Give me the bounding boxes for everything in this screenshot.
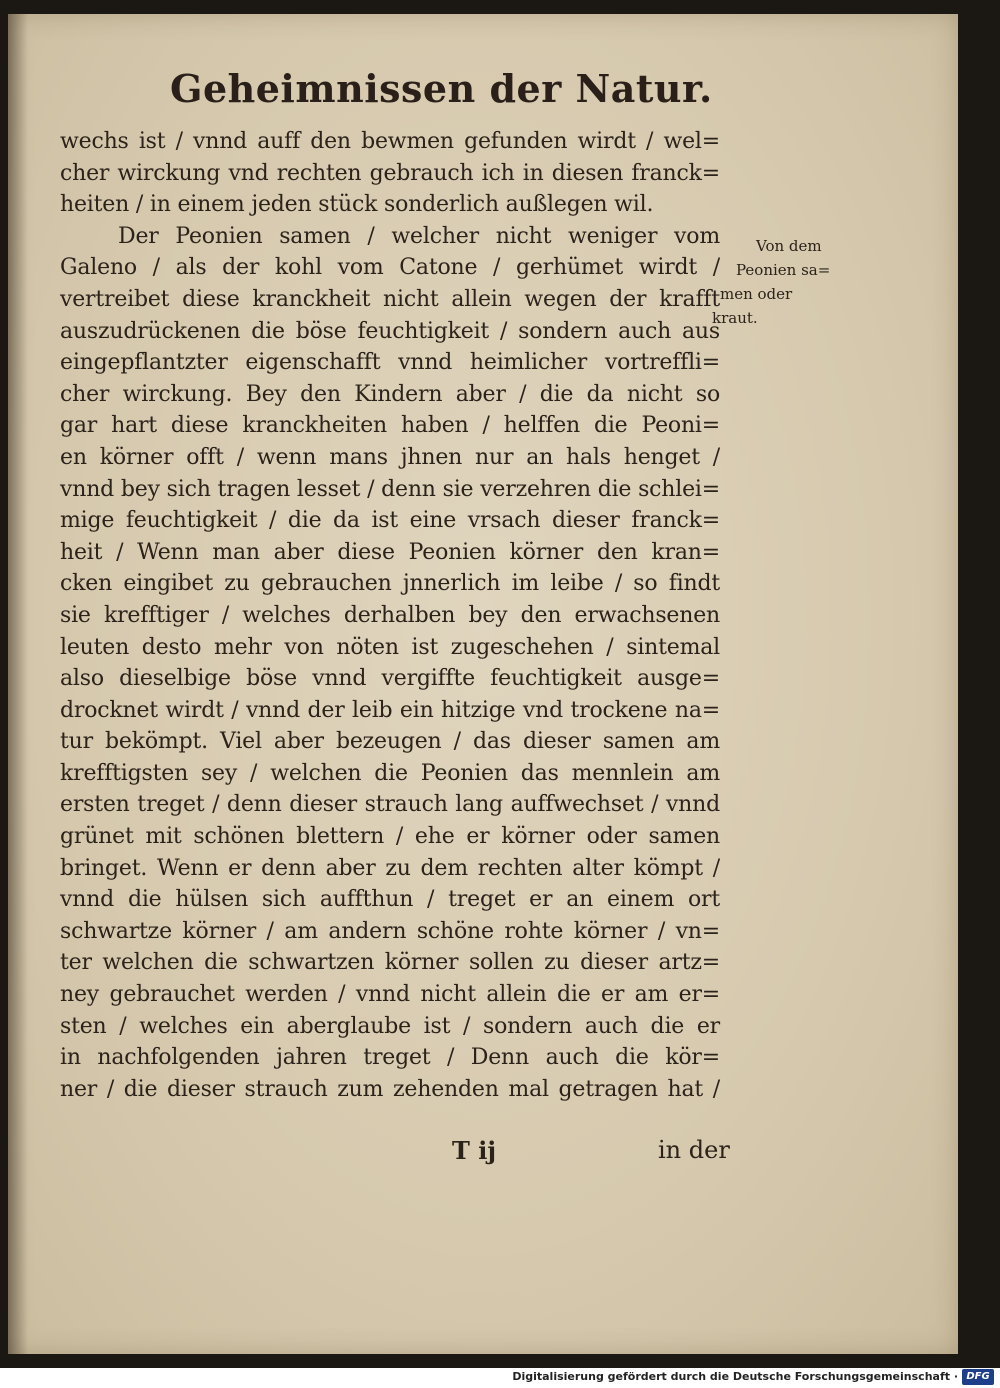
signature-mark: T ij xyxy=(452,1136,497,1165)
text-line: tur bekömpt. Viel aber bezeugen / das dieser samen am xyxy=(60,729,720,755)
marginal-note xyxy=(712,234,831,330)
text-line: cher wirckung. Bey den Kindern aber / die da nicht so xyxy=(60,381,720,407)
text-line: cher wirckung vnd rechten gebrauch ich in diesen franck= xyxy=(60,160,720,186)
text-line: drocknet wirdt / vnnd der leib ein hitzige vnd trockene na= xyxy=(60,697,720,723)
text-line: bringet. Wenn er denn aber zu dem rechten alter kömpt / xyxy=(60,855,720,881)
text-line: ersten treget / denn dieser strauch lang auffwechset / vnnd xyxy=(60,792,720,818)
body-text xyxy=(60,126,720,1105)
text-line: heiten / in einem jeden stück sonderlich außlegen wil. xyxy=(60,192,654,218)
text-line: auszudrückenen die böse feuchtigkeit / sondern auch aus xyxy=(60,318,720,344)
text-line: vnnd bey sich tragen lesset / denn sie verzehren die schlei= xyxy=(60,476,720,502)
text-line: Der Peonien samen / welcher nicht weniger vom xyxy=(118,223,720,249)
text-line: in nachfolgenden jahren treget / Denn auch die kör= xyxy=(60,1045,720,1071)
marginal-note-line: men oder xyxy=(720,285,793,303)
text-line: leuten desto mehr von nöten ist zugeschehen / sintemal xyxy=(60,634,720,660)
text-line: mige feuchtigkeit / die da ist eine vrsach dieser franck= xyxy=(60,508,720,534)
marginal-note-line: Von dem xyxy=(756,237,822,255)
text-line: sie krefftiger / welches derhalben bey den erwachsenen xyxy=(60,602,720,628)
text-line: grünet mit schönen blettern / ehe er körner oder samen xyxy=(60,824,720,850)
text-line: cken eingibet zu gebrauchen jnnerlich im leibe / so findt xyxy=(60,571,720,597)
text-line: vertreibet diese kranckheit nicht allein wegen der krafft xyxy=(60,286,720,312)
text-line: krefftigsten sey / welchen die Peonien das mennlein am xyxy=(60,760,720,786)
marginal-note-line: kraut. xyxy=(712,309,758,327)
text-line: vnnd die hülsen sich auffthun / treget er an einem ort xyxy=(60,887,720,913)
dfg-logo: DFG xyxy=(962,1369,994,1385)
text-line: sten / welches ein aberglaube ist / sondern auch die er xyxy=(60,1013,720,1039)
text-line: ter welchen die schwartzen körner sollen zu dieser artz= xyxy=(60,950,720,976)
text-line: heit / Wenn man aber diese Peonien körner den kran= xyxy=(60,539,720,565)
text-line: eingepflantzter eigenschafft vnnd heimlicher vortreffli= xyxy=(60,350,720,376)
marginal-note-line: Peonien sa= xyxy=(736,261,831,279)
funding-credit: Digitalisierung gefördert durch die Deutsche Forschungsgemeinschaft · xyxy=(512,1370,958,1383)
text-line: Galeno / als der kohl vom Catone / gerhümet wirdt / xyxy=(60,255,720,281)
text-line: schwartze körner / am andern schöne rohte körner / vn= xyxy=(60,918,720,944)
catchword: in der xyxy=(658,1136,730,1164)
text-line: en körner offt / wenn mans jhnen nur an hals henget / xyxy=(60,444,720,470)
text-line: wechs ist / vnnd auff den bewmen gefunden wirdt / wel= xyxy=(60,129,720,154)
gutter-shadow xyxy=(8,14,28,1354)
text-line: ney gebrauchet werden / vnnd nicht allein die er am er= xyxy=(60,982,720,1008)
text-line: ner / die dieser strauch zum zehenden mal getragen hat / xyxy=(60,1076,720,1102)
text-line: also dieselbige böse vnnd vergiffte feuchtigkeit ausge= xyxy=(60,666,720,692)
running-head: Geheimnissen der Natur. xyxy=(170,66,713,111)
footer-bar xyxy=(0,1368,1000,1388)
text-line: gar hart diese kranckheiten haben / helffen die Peoni= xyxy=(60,413,720,439)
